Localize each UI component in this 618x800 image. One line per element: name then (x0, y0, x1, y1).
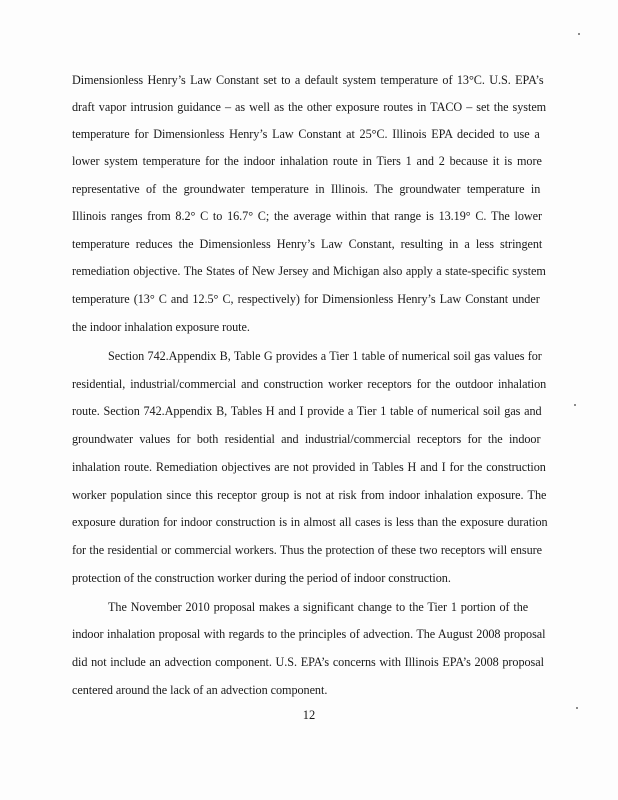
text-line: inhalation route. Remediation objectives are not provided in Tables H and I for the construction (72, 460, 546, 474)
text-line: groundwater values for both residential and industrial/commercial receptors for the indoor (72, 432, 541, 446)
text-line: worker population since this receptor group is not at risk from indoor inhalation exposure. The (72, 488, 547, 502)
text-line: protection of the construction worker during the period of indoor construction. (72, 571, 451, 585)
text-line: for the residential or commercial workers. Thus the protection of these two receptors will ensure (72, 543, 543, 557)
text-line: lower system temperature for the indoor inhalation route in Tiers 1 and 2 because it is more (72, 154, 542, 168)
text-line: temperature for Dimensionless Henry’s Law Constant at 25°C. Illinois EPA decided to use a (72, 127, 540, 141)
text-line: temperature (13° C and 12.5° C, respectively) for Dimensionless Henry’s Law Constant under (72, 292, 540, 306)
text-line: exposure duration for indoor construction is in almost all cases is less than the exposure duration (72, 515, 548, 529)
page-number: 12 (302, 708, 316, 722)
text-line: The November 2010 proposal makes a significant change to the Tier 1 portion of the (108, 600, 529, 614)
text-line: centered around the lack of an advection component. (72, 683, 328, 697)
text-line: Illinois ranges from 8.2° C to 16.7° C; the average within that range is 13.19° C. The lower (72, 209, 543, 223)
text-line: draft vapor intrusion guidance – as well as the other exposure routes in TACO – set the system (72, 100, 547, 114)
text-line: representative of the groundwater temperature in Illinois. The groundwater temperature in (72, 182, 541, 196)
text-line: indoor inhalation proposal with regards to the principles of advection. The August 2008 proposal (72, 627, 546, 641)
text-line: remediation objective. The States of New Jersey and Michigan also apply a state-specific system (72, 264, 546, 278)
text-line: Dimensionless Henry’s Law Constant set to a default system temperature of 13°C. U.S. EPA’s (72, 73, 544, 87)
text-line: the indoor inhalation exposure route. (72, 320, 250, 334)
text-line: temperature reduces the Dimensionless Henry’s Law Constant, resulting in a less stringent (72, 237, 543, 251)
scan-speck (578, 33, 580, 35)
text-line: route. Section 742.Appendix B, Tables H and I provide a Tier 1 table of numerical soil gas and (72, 404, 542, 418)
text-line: Section 742.Appendix B, Table G provides a Tier 1 table of numerical soil gas values for (108, 349, 542, 363)
scan-speck (574, 404, 576, 406)
text-line: did not include an advection component. U.S. EPA’s concerns with Illinois EPA’s 2008 proposal (72, 655, 544, 669)
scan-speck (576, 707, 578, 709)
text-line: residential, industrial/commercial and construction worker receptors for the outdoor inhalation (72, 377, 547, 391)
